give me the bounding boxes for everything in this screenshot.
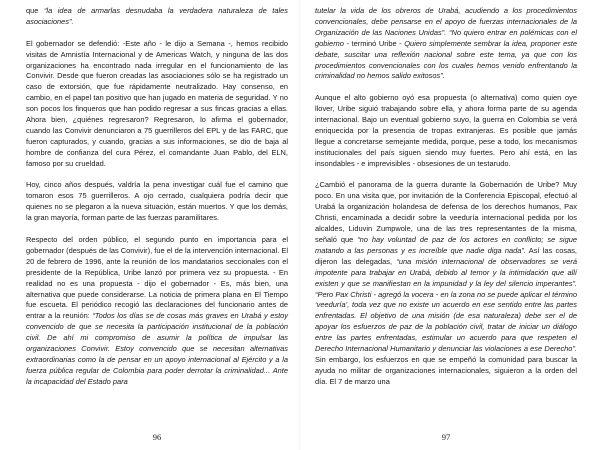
paragraph (26, 180, 288, 224)
right-page-text (315, 6, 577, 388)
italic-quote-segment: “Todos los días se de cosas más graves en Urabá y estoy convencido de que se necesita la participación institucional de la población civil. De ahí mi compromiso de asumir la política de impulsar las organizaciones Convivir. Estoy convencido que se necesitan alternativas extraordinarias como la de pensar en un apoyo internacional al Ejército y a la fuerza pública regular de Colombia para poder derrotar la criminalidad... Ante la incapacidad del Estado para (26, 311, 289, 386)
paragraph (315, 180, 577, 387)
text-segment: Sin embargo, los esfuerzos en que se empeñó la comunidad para buscar la ayuda no militar de organizaciones internacionales, siguieron a la orden del día. El 7 de marzo una (315, 354, 577, 386)
text-segment: - terminó Uribe - (343, 38, 405, 48)
italic-quote-segment: “no hay voluntad de paz de los actores en conflicto; se sigue matando a las personas y es increíble que nadie diga nada”. (315, 235, 577, 255)
text-segment: Así las cosas, dijeron las delegadas, (315, 245, 577, 266)
right-page-number: 97 (441, 432, 451, 442)
paragraph (26, 6, 288, 28)
text-segment: ¿Cambió el panorama de la guerra durante la Gobernación de Uribe? Muy poco. En una visita que, por invitación de la Conferencia Episcopal, efectuó al Urabá la organización holandesa de defensa de los derechos humanos, Pax Christi, encaminada a decidir sobre la veeduría internacional pedida por los alcaldes, Liduvin Zumpwole, una de las tres representantes de la misma, señaló que (315, 180, 577, 244)
left-page-text (26, 6, 288, 388)
text-segment: Hoy, cinco años después, valdría la pena investigar cuál fue el camino que tomaron esos 75 guerrilleros. A ojo cerrado, cualquiera podría decir que quienes no se plegaron a la nueva situación, están muertos. Y que los demás, la gran mayoría, forman parte de las fuerzas paramilitares. (26, 180, 288, 223)
left-page-number: 96 (152, 432, 162, 442)
right-page (315, 6, 577, 446)
text-segment: El gobernador se defendió: -Este año - le dijo a Semana -, hemos recibido visitas de Amnistía Internacional y de Americas Watch, y ninguna de las dos organizaciones ha encontrado nada irregular en el funcionamiento de las Convivir. Desde que fueron creadas las asociaciones sólo se ha registrado un caso de extorsión, que fue rápidamente neutralizado. Hay consenso, en cambio, en el papel tan positivo que han jugado en materia de seguridad. Y no son pocos los finqueros que han podido regresar a sus fincas gracias a ellas. Ahora bien, ¿quiénes regresaron? Regresaron, lo afirma el gobernador, cuando las Convivir denunciaron a 75 guerrilleros del EPL y de las FARC, que fueron capturados, y cuando, gracias a sus informaciones, se dio de baja al hombre de confianza del cura Pérez, el comandante Juan Pablo, del ELN, famoso por su crueldad. (26, 38, 288, 168)
paragraph (26, 235, 288, 388)
text-segment: Respecto del orden público, el segundo punto en importancia para el gobernador (después de las Convivir), fue el de la intervención internacional. El 20 de febrero de 1996, ante la reunión de los mandatarios seccionales con el presidente de la República, Uribe lanzó por primera vez su propuesta. - En realidad no es una propuesta - dijo el gobernador - Es, más bien, una alternativa que puede considerarse. La noticia de primera plana en El Tiempo fue escueta. El periódico recogió las declaraciones del funcionario antes de entrar a la reunión: (26, 234, 288, 321)
italic-quote-segment: Quiero simplemente sembrar la idea, proponer este debate, suscitar una reflexión nacional sobre este tema, ya que con los procedimientos convencionales con los cuales hemos venido enfrentando la criminalidad no hemos salido exitosos”. (315, 38, 577, 81)
italic-quote-segment: “la idea de armarlas desnudaba la verdadera naturaleza de tales asociaciones”. (26, 6, 288, 26)
italic-quote-segment: “Pero Pax Christi - agregó la vocera - en la zona no se puede aplicar el término ‘veeduría’, toda vez que no existe un acuerdo en ese sentido entre las partes enfrentadas. El objetivo de una misión (de esa naturaleza) debe ser el de apoyar los esfuerzos de paz de la población civil, tratar de iniciar un diálogo entre las partes enfrentadas, estimular un acuerdo para que respeten el Derecho Internacional Humanitario y denunciar las violaciones a ese Derecho”. (315, 289, 577, 354)
book-gutter (299, 0, 301, 450)
text-segment: que (26, 6, 44, 15)
paragraph (315, 93, 577, 169)
left-page (26, 6, 288, 446)
text-segment: Aunque el alto gobierno oyó esa propuesta (o alternativa) como quien oye llover, Uribe siguió trabajando sobre ella, y ahora forma parte de su agenda internacional. Bajo un eventual gobierno suyo, la guerra en Colombia se verá enriquecida por la presencia de tropas extranjeras. Es posible que jamás llegue a concretarse semejante medida, porque, pese a todo, los mecanismos institucionales del país siguen siendo muy fuertes. Pero ahí está, en las insondables - e imprevisibles - obsesiones de un testarudo. (315, 93, 577, 168)
paragraph (315, 6, 577, 82)
paragraph (26, 39, 288, 170)
italic-quote-segment: “una misión internacional de observadores se verá impotente para trabajar en Urabá, debido al temor y la intimidación que allí existen y que se manifiestan en la impunidad y la ley del silencio imperantes”. (315, 256, 577, 288)
italic-quote-segment: tutelar la vida de los obreros de Urabá, acudiendo a los procedimientos convencionales, debe pensarse en el apoyo de fuerzas internacionales de la Organización de las Naciones Unidas”. “No quiero entrar en polémicas con el gobierno (315, 6, 577, 48)
